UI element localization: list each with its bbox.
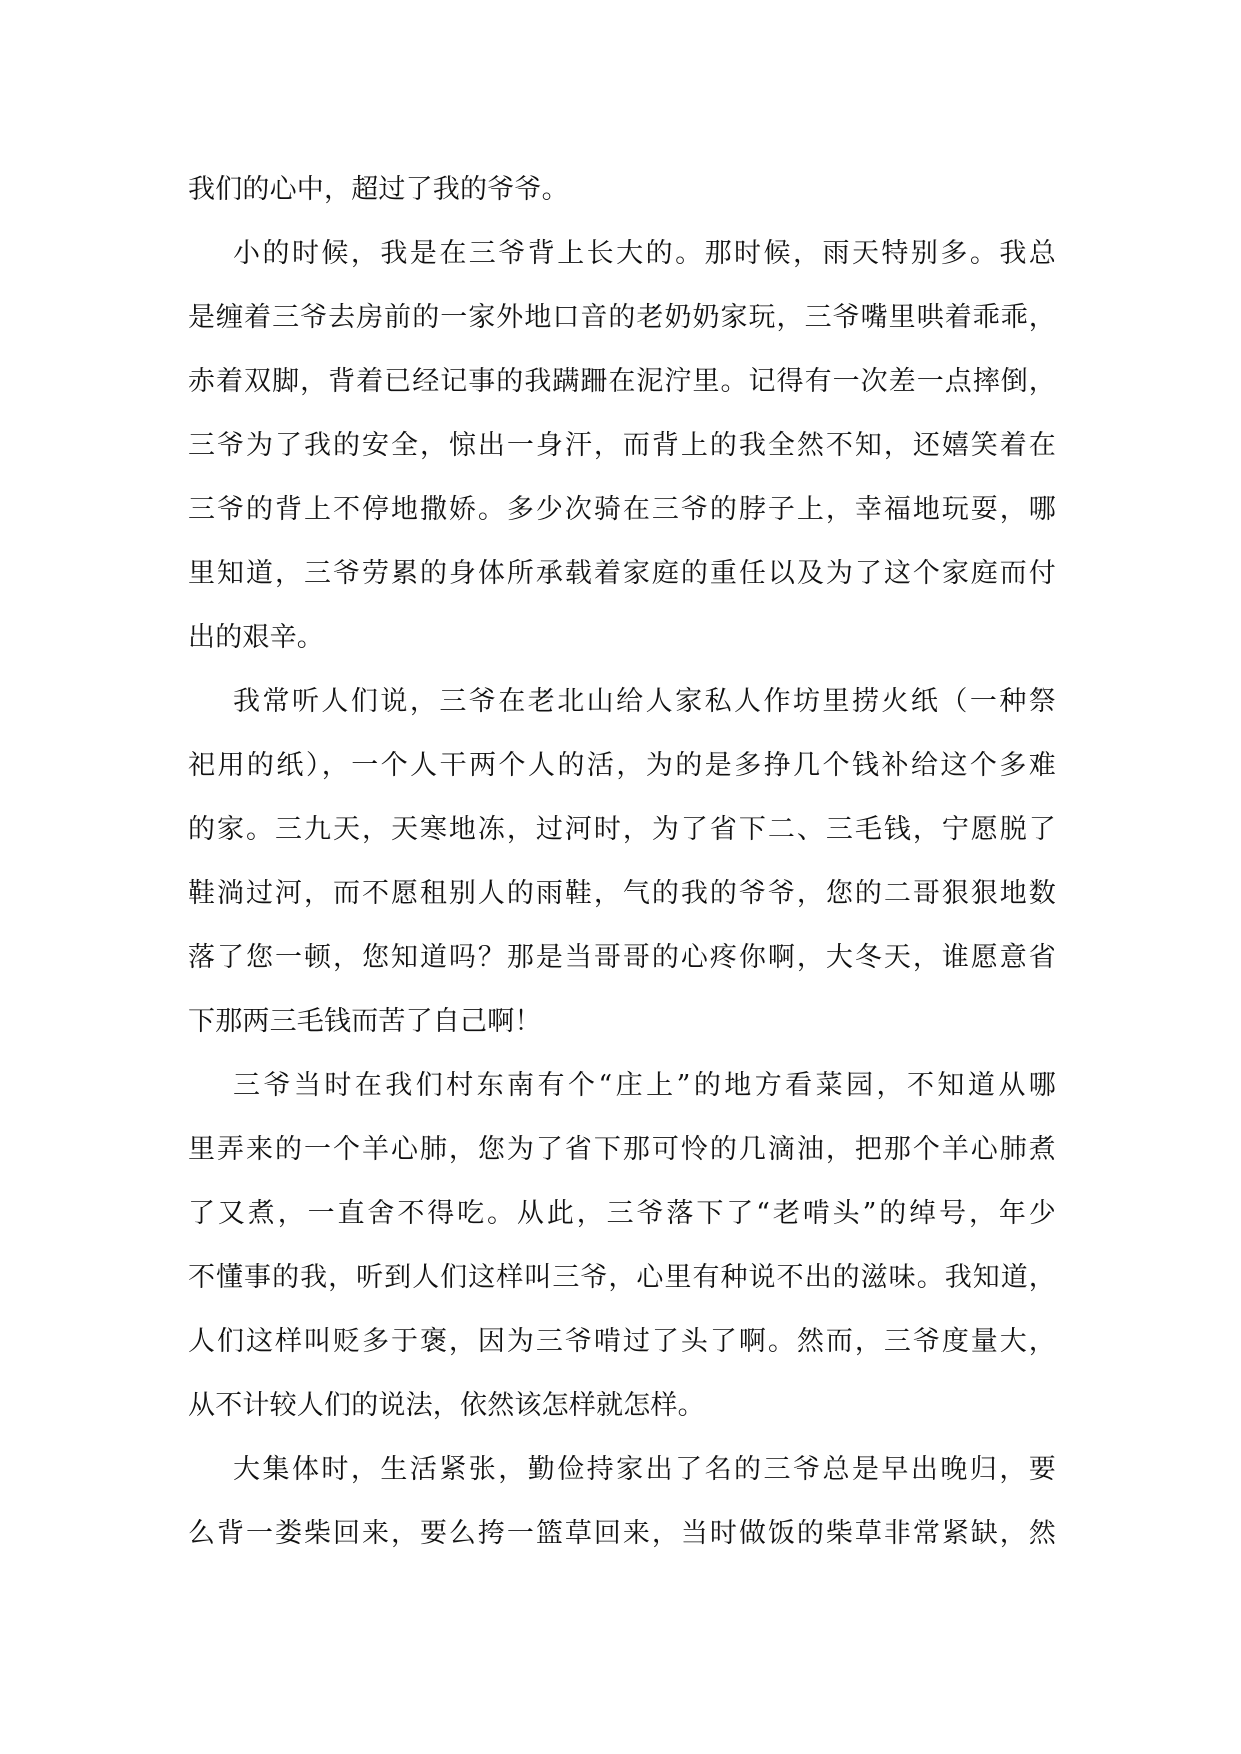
text-line: 里弄来的一个羊心肺，您为了省下那可怜的几滴油，把那个羊心肺煮 — [188, 1134, 1056, 1165]
text-line: 三爷的背上不停地撒娇。多少次骑在三爷的脖子上，幸福地玩耍，哪 — [188, 494, 1056, 525]
paragraph-first-line: 我常听人们说，三爷在老北山给人家私人作坊里捞火纸（一种祭 — [233, 686, 1056, 717]
paragraph-first-line: 大集体时，生活紧张，勤俭持家出了名的三爷总是早出晚归，要 — [233, 1454, 1056, 1485]
paragraph-first-line: 小的时候，我是在三爷背上长大的。那时候，雨天特别多。我总 — [233, 238, 1056, 269]
text-line: 三爷为了我的安全，惊出一身汗，而背上的我全然不知，还嬉笑着在 — [188, 430, 1056, 461]
paragraph-last-line: 下那两三毛钱而苦了自己啊！ — [188, 1006, 542, 1037]
text-line: 的家。三九天，天寒地冻，过河时，为了省下二、三毛钱，宁愿脱了 — [188, 814, 1056, 845]
text-line: 祀用的纸），一个人干两个人的活，为的是多挣几个钱补给这个多难 — [188, 750, 1056, 781]
text-line: 落了您一顿，您知道吗？那是当哥哥的心疼你啊，大冬天，谁愿意省 — [188, 942, 1056, 973]
paragraph-last-line: 出的艰辛。 — [188, 622, 324, 653]
text-line: 赤着双脚，背着已经记事的我蹒跚在泥泞里。记得有一次差一点摔倒， — [188, 366, 1056, 397]
text-line: 了又煮，一直舍不得吃。从此，三爷落下了“老啃头”的绰号，年少 — [188, 1198, 1056, 1229]
paragraph-last-line: 从不计较人们的说法，依然该怎样就怎样。 — [188, 1390, 705, 1421]
text-line: 是缠着三爷去房前的一家外地口音的老奶奶家玩，三爷嘴里哄着乖乖， — [188, 302, 1056, 333]
text-line: 不懂事的我，听到人们这样叫三爷，心里有种说不出的滋味。我知道， — [188, 1262, 1056, 1293]
text-line: 里知道，三爷劳累的身体所承载着家庭的重任以及为了这个家庭而付 — [188, 558, 1056, 589]
text-line: 么背一娄柴回来，要么挎一篮草回来，当时做饭的柴草非常紧缺，然 — [188, 1518, 1056, 1549]
paragraph-first-line: 三爷当时在我们村东南有个“庄上”的地方看菜园，不知道从哪 — [233, 1070, 1056, 1101]
text-line: 人们这样叫贬多于褒，因为三爷啃过了头了啊。然而，三爷度量大， — [188, 1326, 1056, 1357]
document-body — [188, 158, 1056, 1566]
text-line: 我们的心中，超过了我的爷爷。 — [188, 174, 569, 205]
text-line: 鞋淌过河，而不愿租别人的雨鞋，气的我的爷爷，您的二哥狠狠地数 — [188, 878, 1056, 909]
